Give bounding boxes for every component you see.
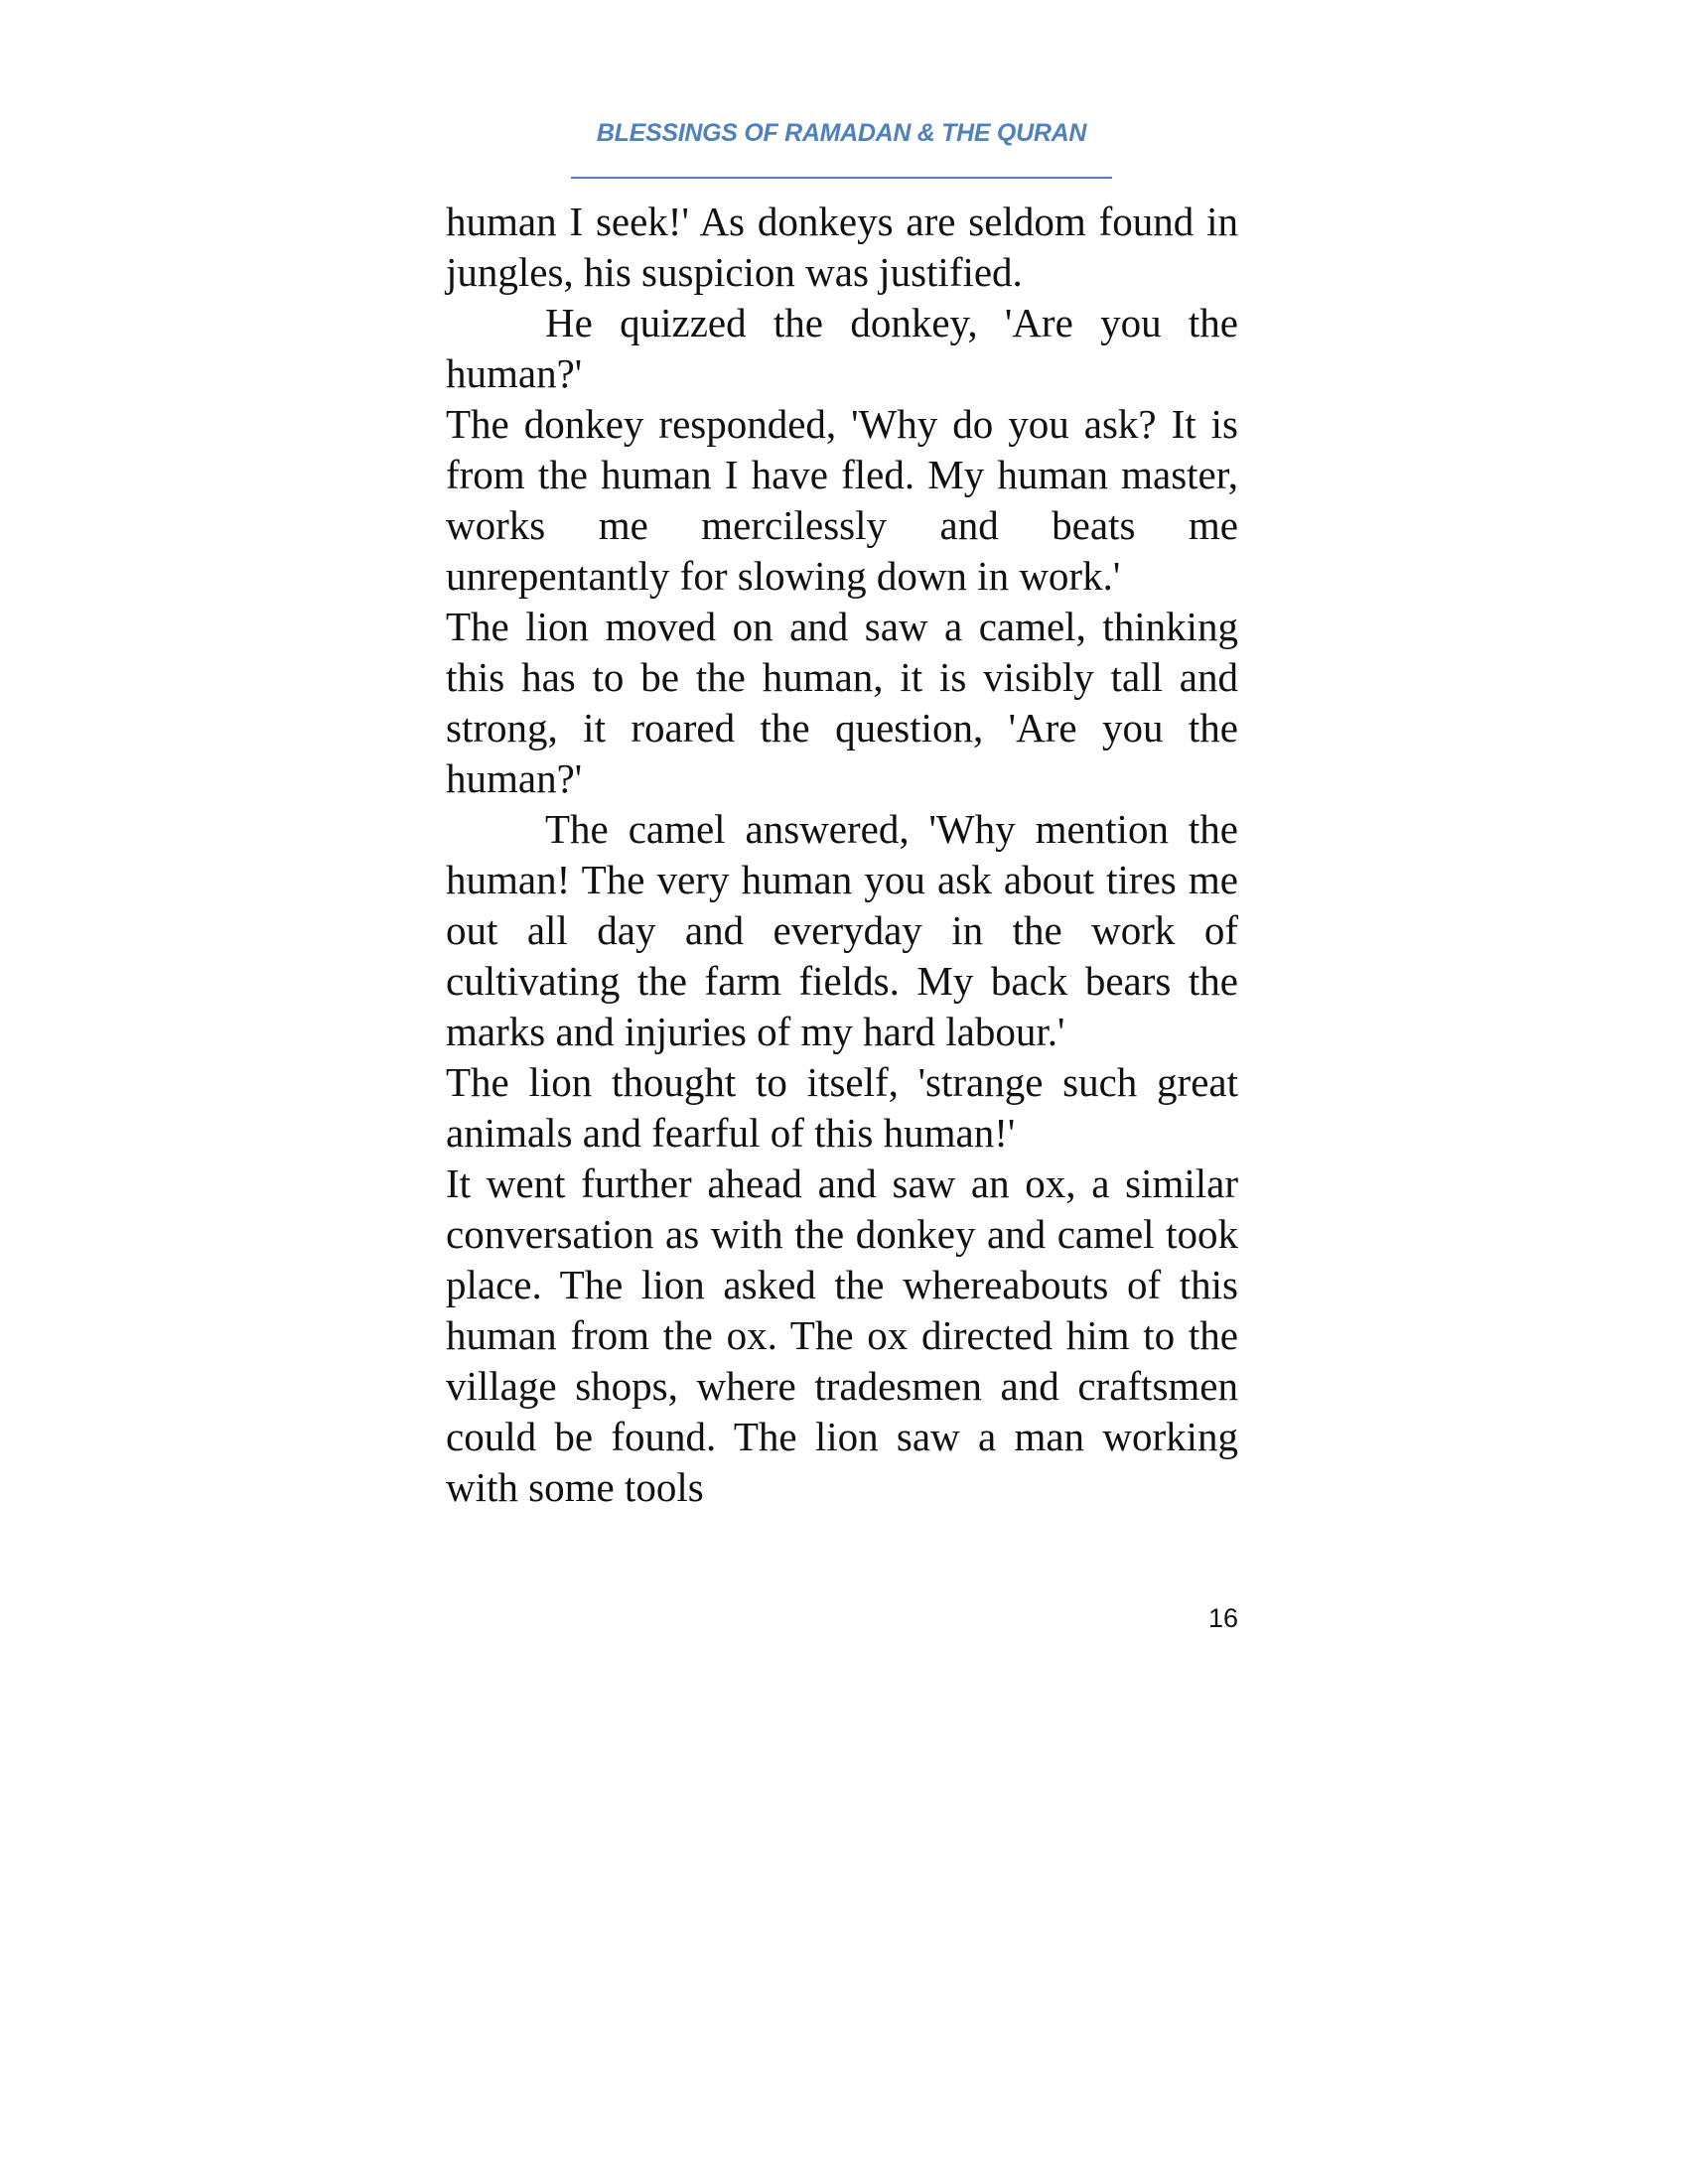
paragraph: human I seek!' As donkeys are seldom found in jungles, his suspicion was justified. <box>446 199 1238 295</box>
running-header: BLESSINGS OF RAMADAN & THE QURAN <box>596 119 1087 147</box>
body-text <box>446 197 1238 1513</box>
paragraph: The donkey responded, 'Why do you ask? It is from the human I have fled. My human master, works me mercilessly and beats me unrepentantly for slowing down in work.' <box>446 401 1238 599</box>
paragraph: The lion thought to itself, 'strange such great animals and fearful of this human!' <box>446 1059 1238 1156</box>
header-divider <box>571 177 1112 179</box>
paragraph: The lion moved on and saw a camel, thinking this has to be the human, it is visibly tall and strong, it roared the question, 'Are you the human?' <box>446 604 1238 801</box>
paragraph: It went further ahead and saw an ox, a similar conversation as with the donkey and camel took place. The lion asked the whereabouts of this human from the ox. The ox directed him to the village shops, where tradesmen and craftsmen could be found. The lion saw a man working with some tools <box>446 1160 1238 1510</box>
paragraph: He quizzed the donkey, 'Are you the human?' <box>446 300 1238 396</box>
page-number: 16 <box>1207 1603 1238 1633</box>
paragraph: The camel answered, 'Why mention the human! The very human you ask about tires me out all day and everyday in the work of cultivating the farm fields. My back bears the marks and injuries of my hard labour.' <box>446 806 1238 1054</box>
